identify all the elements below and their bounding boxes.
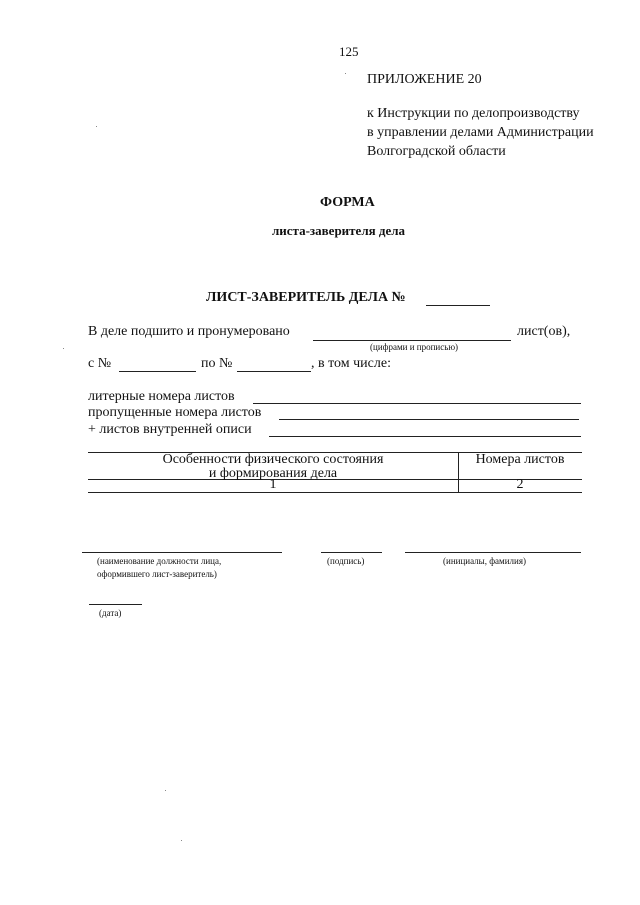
position-caption-1: (наименование должности лица, <box>97 556 222 566</box>
sheet-heading: ЛИСТ-ЗАВЕРИТЕЛЬ ДЕЛА № <box>206 290 406 305</box>
appendix-title: ПРИЛОЖЕНИЕ 20 <box>367 72 482 87</box>
table-bottom-border <box>88 492 582 493</box>
sewn-hint: (цифрами и прописью) <box>370 342 459 352</box>
missing-numbers-line <box>279 419 579 420</box>
scan-speck <box>345 73 346 74</box>
from-label: с № <box>88 356 112 371</box>
letter-numbers-line <box>253 403 581 404</box>
letter-numbers-label: литерные номера листов <box>88 389 235 404</box>
col1-header-line-1: Особенности физического состояния <box>162 452 384 467</box>
inner-inventory-label: + листов внутренней описи <box>88 422 252 437</box>
sheets-suffix: лист(ов), <box>517 324 571 339</box>
inner-inventory-line <box>269 436 581 437</box>
position-caption-2: оформившего лист-заверитель) <box>97 569 217 579</box>
from-number-line <box>119 371 196 372</box>
scan-speck <box>181 840 182 841</box>
position-line <box>82 552 282 553</box>
initials-caption: (инициалы, фамилия) <box>443 556 526 566</box>
to-number-line <box>237 371 311 372</box>
appendix-line-1: к Инструкции по делопроизводству <box>367 106 580 121</box>
form-subtitle: листа-заверителя дела <box>272 223 406 238</box>
page-number: 125 <box>339 44 359 59</box>
scan-speck <box>63 348 64 349</box>
to-label: по № <box>201 356 233 371</box>
including-label: , в том числе: <box>311 356 391 371</box>
sewn-label: В деле подшито и пронумеровано <box>88 324 290 339</box>
appendix-line-2: в управлении делами Администрации <box>367 125 594 140</box>
date-line <box>89 604 142 605</box>
col2-header: Номера листов <box>475 452 565 467</box>
col2-number: 2 <box>516 477 524 492</box>
appendix-line-3: Волгоградской области <box>367 144 506 159</box>
signature-line <box>321 552 382 553</box>
date-caption: (дата) <box>99 608 122 618</box>
missing-numbers-label: пропущенные номера листов <box>88 405 262 420</box>
scan-speck <box>165 790 166 791</box>
form-title: ФОРМА <box>320 195 375 210</box>
sheets-count-line <box>313 340 511 341</box>
col1-number: 1 <box>269 477 277 492</box>
col1-header-line-2: и формирования дела <box>208 466 338 481</box>
initials-line <box>405 552 581 553</box>
signature-caption: (подпись) <box>327 556 365 566</box>
case-number-line <box>426 305 490 306</box>
scan-speck <box>96 126 97 127</box>
